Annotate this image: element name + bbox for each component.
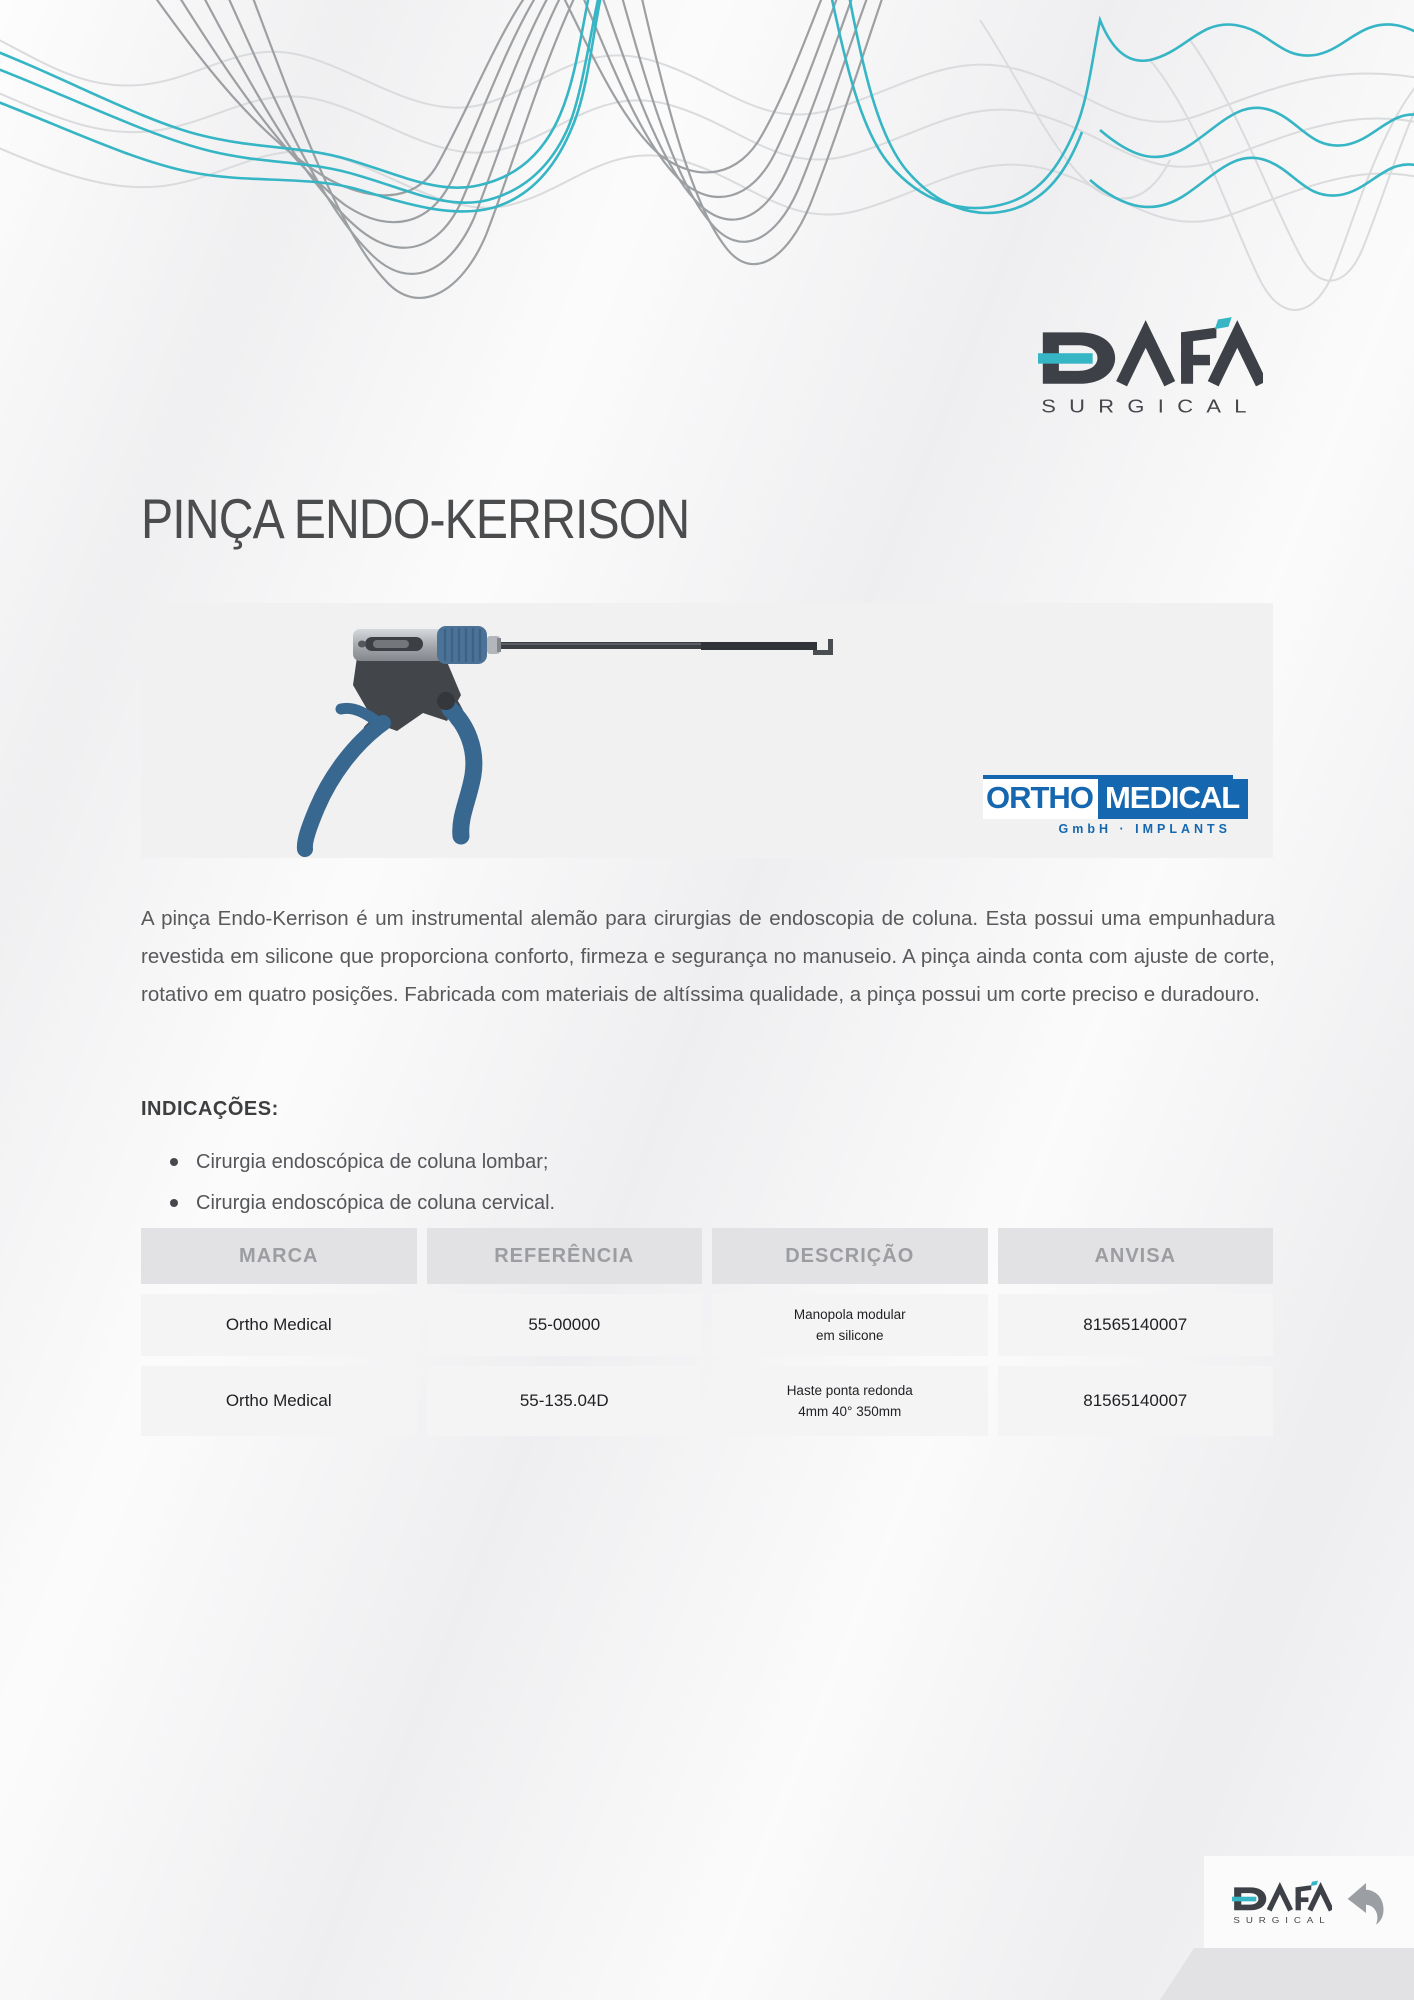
ortho-medical-logo — [983, 775, 1240, 836]
table-cell-referencia: 55-135.04D — [427, 1366, 703, 1436]
table-header-descricao: DESCRIÇÃO — [712, 1228, 988, 1284]
ortho-medical-logo-part2: MEDICAL — [1098, 779, 1248, 819]
footer-brand-wordmark-sub: SURGICAL — [1233, 1915, 1331, 1925]
dafa-logo — [1038, 316, 1263, 421]
table-cell-marca: Ortho Medical — [141, 1294, 417, 1356]
indications-list — [168, 1142, 555, 1224]
ortho-medical-logo-subline: GmbH · IMPLANTS — [1058, 822, 1231, 836]
table-header-referencia: REFERÊNCIA — [427, 1228, 703, 1284]
table-header-anvisa: ANVISA — [998, 1228, 1274, 1284]
table-cell-anvisa: 81565140007 — [998, 1366, 1274, 1436]
descricao-line: em silicone — [815, 1328, 884, 1343]
ortho-medical-logo-part1: ORTHO — [983, 779, 1098, 819]
spec-table — [141, 1228, 1273, 1436]
page-title: PINÇA ENDO-KERRISON — [141, 487, 690, 550]
back-arrow-icon — [1346, 1880, 1386, 1926]
table-cell-descricao — [712, 1294, 988, 1356]
descricao-line: Haste ponta redonda — [786, 1383, 913, 1398]
footer-dafa-logo — [1232, 1880, 1332, 1927]
product-image-band — [141, 603, 1273, 858]
footer-brand-card — [1204, 1856, 1414, 1950]
indication-item: Cirurgia endoscópica de coluna lombar; — [168, 1142, 555, 1183]
wave-pattern-decoration — [0, 0, 1414, 340]
table-cell-anvisa: 81565140007 — [998, 1294, 1274, 1356]
table-cell-descricao — [712, 1366, 988, 1436]
product-description: A pinça Endo-Kerrison é um instrumental alemão para cirurgias de endoscopia de coluna. Esta possui uma empunhadura revestida em silicone que proporciona conforto, firmeza e segurança no manuseio. A pinça ainda conta com ajuste de corte, rotativo em quatro posições. Fabricada com materiais de altíssima qualidade, a pinça possui um corte preciso e duradouro. — [141, 907, 1275, 1006]
indication-item: Cirurgia endoscópica de coluna cervical. — [168, 1183, 555, 1224]
descricao-line: 4mm 40° 350mm — [798, 1404, 902, 1419]
table-cell-marca: Ortho Medical — [141, 1366, 417, 1436]
footer-accent-band — [1160, 1948, 1414, 2000]
table-cell-referencia: 55-00000 — [427, 1294, 703, 1356]
table-header-marca: MARCA — [141, 1228, 417, 1284]
descricao-line: Manopola modular — [793, 1307, 906, 1322]
indications-heading: INDICAÇÕES: — [141, 1098, 279, 1120]
brand-wordmark-sub: SURGICAL — [1041, 395, 1260, 417]
